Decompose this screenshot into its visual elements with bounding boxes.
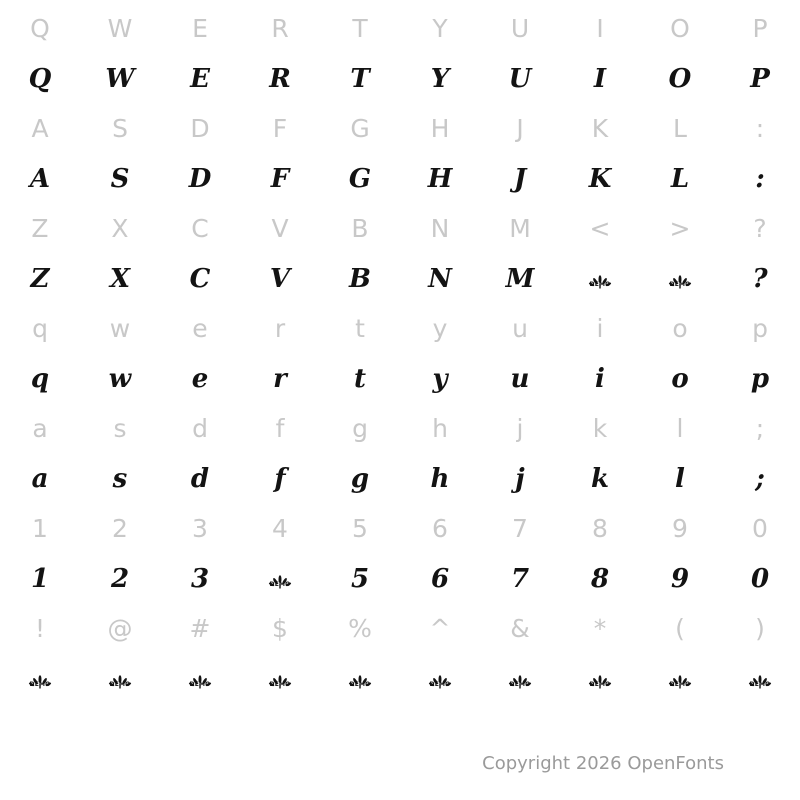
demo-flower-icon	[507, 667, 533, 693]
glyph-cell: 6	[430, 564, 450, 594]
glyph-cell: J	[513, 164, 527, 194]
copyright-notice: Copyright 2026 OpenFonts	[482, 753, 724, 774]
glyph-cell: W	[107, 14, 133, 43]
demo-leaves-icon	[267, 667, 293, 682]
glyph-cell: i	[595, 364, 605, 394]
glyph-cell: X	[111, 214, 129, 243]
glyph-cell: *	[593, 614, 607, 643]
demo-label: DEMO	[29, 681, 51, 688]
glyph-cell: e	[191, 364, 209, 394]
glyph-cell: A	[29, 164, 51, 194]
glyph-cell: F	[270, 164, 290, 194]
row-digits-reference	[0, 504, 800, 554]
glyph-cell: !	[34, 614, 46, 643]
glyph-cell: Z	[30, 264, 50, 294]
glyph-cell: ;	[755, 464, 765, 494]
glyph-cell: )	[755, 614, 765, 643]
row-uppercase-zxcv-reference	[0, 204, 800, 254]
glyph-cell: f	[275, 414, 285, 443]
demo-label: DEMO	[189, 681, 211, 688]
glyph-cell: K	[591, 114, 609, 143]
glyph-cell: U	[510, 14, 530, 43]
row-lowercase-qwerty-reference	[0, 304, 800, 354]
demo-flower-icon	[587, 267, 613, 293]
glyph-cell: 1	[32, 514, 48, 543]
demo-placeholder-glyph	[720, 654, 800, 704]
demo-flower-icon	[427, 667, 453, 693]
demo-leaves-icon	[347, 667, 373, 682]
glyph-cell: :	[755, 114, 765, 143]
glyph-cell: 7	[510, 564, 530, 594]
demo-leaves-icon	[587, 667, 613, 682]
row-symbols-reference	[0, 604, 800, 654]
demo-label: DEMO	[109, 681, 131, 688]
glyph-cell: y	[432, 314, 448, 343]
glyph-cell: V	[269, 264, 291, 294]
row-uppercase-qwerty-sample	[0, 54, 800, 104]
glyph-cell: X	[109, 264, 131, 294]
demo-placeholder-glyph	[400, 654, 480, 704]
glyph-cell: G	[348, 164, 372, 194]
glyph-cell: k	[590, 464, 609, 494]
glyph-cell: R	[271, 14, 289, 43]
glyph-cell: ;	[755, 414, 765, 443]
glyph-cell: h	[432, 414, 448, 443]
glyph-cell: J	[516, 114, 524, 143]
demo-placeholder-glyph	[0, 654, 80, 704]
demo-placeholder-glyph	[640, 654, 720, 704]
glyph-cell: H	[430, 114, 450, 143]
row-digits-sample	[0, 554, 800, 604]
glyph-cell: i	[596, 314, 604, 343]
glyph-cell: 8	[590, 564, 610, 594]
glyph-cell: 0	[750, 564, 770, 594]
demo-label: DEMO	[429, 681, 451, 688]
demo-leaves-icon	[587, 267, 613, 282]
demo-leaves-icon	[747, 667, 773, 682]
glyph-cell: H	[427, 164, 453, 194]
glyph-cell: s	[112, 464, 128, 494]
glyph-cell: U	[508, 64, 532, 94]
demo-flower-icon	[27, 667, 53, 693]
glyph-cell: 1	[30, 564, 50, 594]
demo-placeholder-glyph	[240, 554, 320, 604]
glyph-cell: Q	[30, 14, 50, 43]
glyph-cell: 2	[112, 514, 128, 543]
demo-label: DEMO	[509, 681, 531, 688]
glyph-cell: 7	[512, 514, 528, 543]
glyph-cell: 3	[192, 514, 208, 543]
demo-placeholder-glyph	[320, 654, 400, 704]
demo-flower-icon	[747, 667, 773, 693]
glyph-cell: g	[352, 414, 368, 443]
glyph-cell: M	[509, 214, 531, 243]
demo-leaves-icon	[187, 667, 213, 682]
glyph-cell: O	[670, 14, 690, 43]
glyph-cell: :	[755, 164, 765, 194]
glyph-cell: q	[30, 364, 50, 394]
glyph-cell: g	[350, 464, 370, 494]
glyph-cell: 2	[110, 564, 130, 594]
glyph-cell: 0	[752, 514, 768, 543]
demo-label: DEMO	[269, 581, 291, 588]
glyph-cell: (	[675, 614, 685, 643]
glyph-cell: L	[673, 114, 687, 143]
glyph-cell: 5	[350, 564, 370, 594]
glyph-cell: ?	[752, 264, 768, 294]
glyph-cell: D	[188, 164, 212, 194]
glyph-cell: L	[670, 164, 690, 194]
demo-placeholder-glyph	[240, 654, 320, 704]
row-symbols-sample	[0, 654, 800, 704]
glyph-cell: K	[588, 164, 612, 194]
glyph-cell: j	[516, 414, 524, 443]
glyph-cell: Y	[430, 64, 450, 94]
demo-label: DEMO	[669, 281, 691, 288]
glyph-cell: d	[192, 414, 208, 443]
demo-placeholder-glyph	[80, 654, 160, 704]
demo-placeholder-glyph	[640, 254, 720, 304]
glyph-cell: D	[190, 114, 210, 143]
demo-flower-icon	[347, 667, 373, 693]
demo-placeholder-glyph	[560, 654, 640, 704]
glyph-cell: j	[515, 464, 525, 494]
demo-label: DEMO	[749, 681, 771, 688]
demo-leaves-icon	[267, 567, 293, 582]
glyph-cell: &	[510, 614, 530, 643]
glyph-cell: 4	[272, 514, 288, 543]
glyph-cell: T	[350, 64, 370, 94]
demo-label: DEMO	[669, 681, 691, 688]
glyph-cell: ^	[429, 614, 451, 643]
demo-placeholder-glyph	[160, 654, 240, 704]
glyph-cell: V	[271, 214, 289, 243]
demo-placeholder-glyph	[480, 654, 560, 704]
glyph-cell: f	[274, 464, 286, 494]
demo-label: DEMO	[269, 681, 291, 688]
glyph-cell: r	[273, 364, 287, 394]
demo-leaves-icon	[667, 267, 693, 282]
glyph-cell: S	[112, 114, 128, 143]
glyph-cell: B	[351, 214, 369, 243]
demo-placeholder-glyph	[560, 254, 640, 304]
glyph-cell: u	[512, 314, 528, 343]
demo-flower-icon	[667, 267, 693, 293]
glyph-cell: W	[105, 64, 135, 94]
glyph-cell: 8	[592, 514, 608, 543]
glyph-cell: r	[274, 314, 286, 343]
glyph-cell: I	[593, 64, 607, 94]
row-uppercase-qwerty-reference	[0, 4, 800, 54]
demo-flower-icon	[587, 667, 613, 693]
glyph-cell: E	[192, 14, 208, 43]
glyph-cell: <	[589, 214, 611, 243]
glyph-cell: O	[668, 64, 692, 94]
demo-flower-icon	[267, 667, 293, 693]
demo-leaves-icon	[427, 667, 453, 682]
demo-label: DEMO	[589, 281, 611, 288]
glyph-cell: A	[31, 114, 49, 143]
glyph-cell: S	[110, 164, 130, 194]
glyph-cell: B	[349, 264, 371, 294]
glyph-cell: w	[108, 364, 132, 394]
demo-leaves-icon	[107, 667, 133, 682]
glyph-cell: h	[430, 464, 450, 494]
glyph-cell: $	[272, 614, 288, 643]
row-uppercase-asdf-sample	[0, 154, 800, 204]
glyph-cell: N	[430, 214, 450, 243]
glyph-cell: P	[750, 64, 770, 94]
glyph-cell: o	[672, 314, 688, 343]
glyph-cell: G	[350, 114, 370, 143]
demo-label: DEMO	[589, 681, 611, 688]
glyph-cell: C	[189, 264, 211, 294]
glyph-cell: a	[31, 464, 49, 494]
row-uppercase-zxcv-sample	[0, 254, 800, 304]
glyph-cell: P	[752, 14, 768, 43]
glyph-cell: #	[189, 614, 211, 643]
glyph-cell: w	[109, 314, 131, 343]
glyph-cell: >	[669, 214, 691, 243]
glyph-cell: u	[510, 364, 530, 394]
glyph-cell: 9	[670, 564, 690, 594]
glyph-cell: s	[113, 414, 127, 443]
demo-flower-icon	[667, 667, 693, 693]
row-lowercase-asdf-sample	[0, 454, 800, 504]
glyph-cell: a	[32, 414, 48, 443]
glyph-cell: 9	[672, 514, 688, 543]
glyph-cell: 6	[432, 514, 448, 543]
row-uppercase-asdf-reference	[0, 104, 800, 154]
glyph-cell: p	[752, 314, 768, 343]
glyph-cell: F	[272, 114, 288, 143]
glyph-cell: %	[348, 614, 372, 643]
demo-flower-icon	[107, 667, 133, 693]
glyph-cell: Y	[432, 14, 448, 43]
row-lowercase-qwerty-sample	[0, 354, 800, 404]
glyph-cell: R	[269, 64, 291, 94]
glyph-cell: M	[505, 264, 535, 294]
row-lowercase-asdf-reference	[0, 404, 800, 454]
demo-label: DEMO	[349, 681, 371, 688]
glyph-cell: e	[192, 314, 208, 343]
glyph-cell: 5	[352, 514, 368, 543]
glyph-cell: t	[353, 364, 366, 394]
demo-flower-icon	[187, 667, 213, 693]
demo-leaves-icon	[27, 667, 53, 682]
glyph-cell: l	[675, 464, 685, 494]
glyph-cell: 3	[190, 564, 210, 594]
glyph-cell: y	[432, 364, 448, 394]
glyph-cell: k	[592, 414, 608, 443]
demo-leaves-icon	[507, 667, 533, 682]
glyph-cell: I	[596, 14, 604, 43]
glyph-cell: E	[190, 64, 210, 94]
demo-flower-icon	[267, 567, 293, 593]
glyph-cell: l	[676, 414, 684, 443]
demo-leaves-icon	[667, 667, 693, 682]
glyph-cell: Q	[28, 64, 52, 94]
glyph-cell: p	[750, 364, 770, 394]
glyph-cell: T	[352, 14, 368, 43]
glyph-cell: ?	[753, 214, 767, 243]
glyph-cell: t	[355, 314, 365, 343]
glyph-cell: C	[191, 214, 209, 243]
glyph-cell: Z	[31, 214, 49, 243]
glyph-cell: N	[428, 264, 452, 294]
glyph-cell: o	[671, 364, 689, 394]
glyph-cell: @	[107, 614, 133, 643]
glyph-cell: d	[190, 464, 210, 494]
glyph-cell: q	[32, 314, 48, 343]
